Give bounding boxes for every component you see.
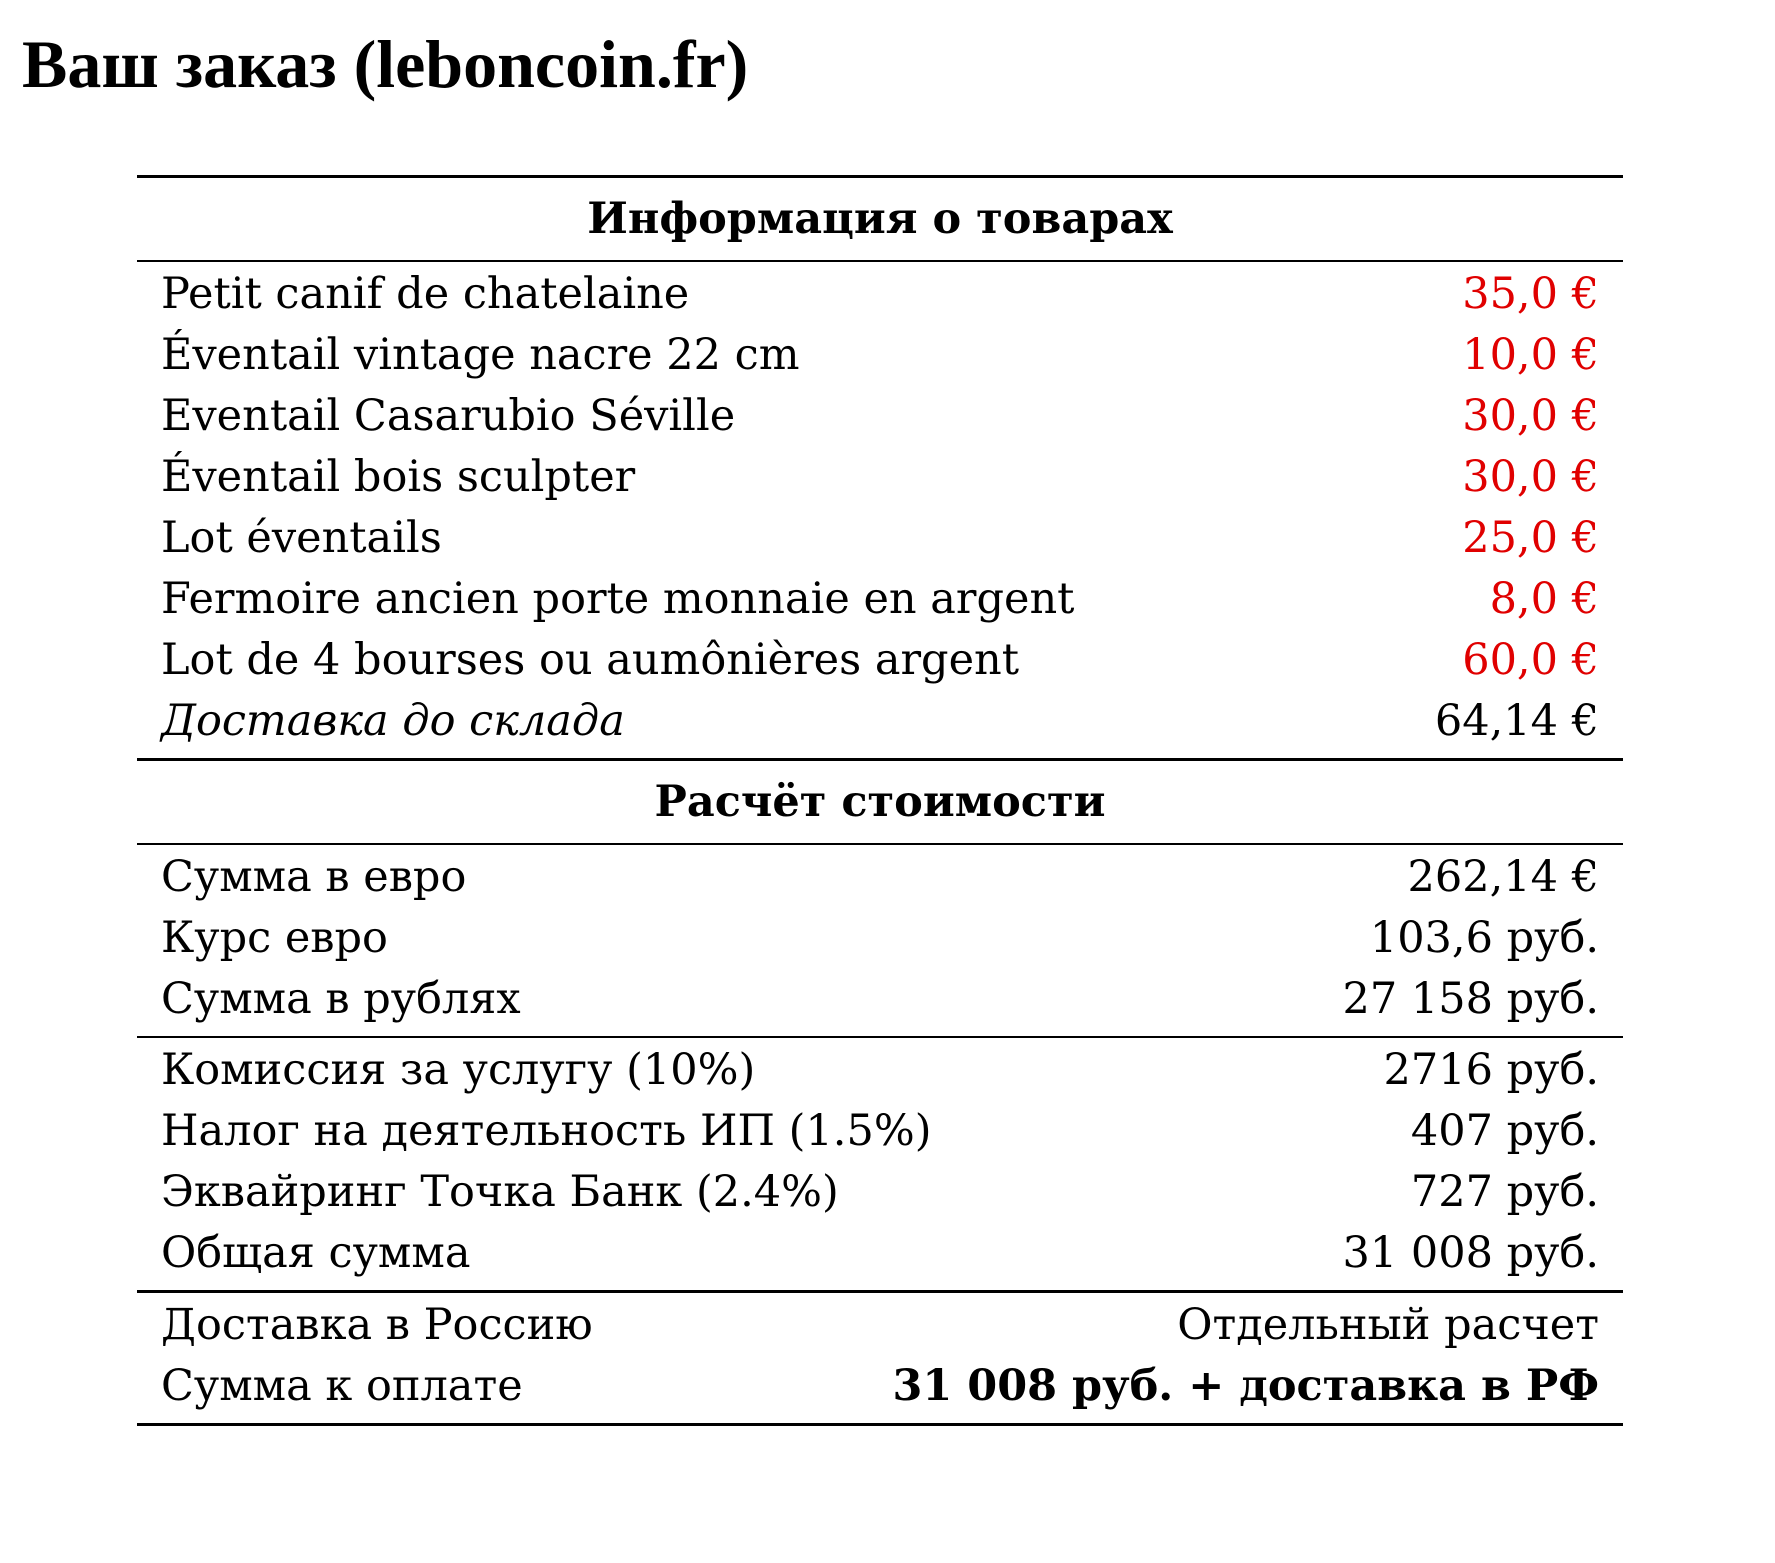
final-block [137, 1293, 1623, 1423]
item-name: Eventail Casarubio Séville [161, 391, 736, 441]
tax-label: Налог на деятельность ИП (1.5%) [161, 1106, 932, 1156]
sum-eur-row [137, 847, 1623, 908]
list-item [137, 386, 1623, 447]
items-section-header: Информация о товарах [587, 194, 1173, 244]
item-name: Éventail vintage nacre 22 cm [161, 330, 800, 380]
item-price: 8,0 € [1489, 574, 1599, 624]
item-price: 30,0 € [1462, 391, 1599, 441]
calc-section-header: Расчёт стоимости [654, 777, 1106, 827]
list-item [137, 630, 1623, 691]
item-name: Petit canif de chatelaine [161, 269, 690, 319]
to-pay-row [137, 1356, 1623, 1417]
to-pay-value: 31 008 руб. + доставка в РФ [892, 1361, 1599, 1411]
commission-value: 2716 руб. [1383, 1045, 1599, 1095]
order-table [137, 175, 1623, 1426]
list-item [137, 325, 1623, 386]
item-name: Lot de 4 bourses ou aumônières argent [161, 635, 1019, 685]
item-price: 10,0 € [1462, 330, 1599, 380]
total-label: Общая сумма [161, 1228, 471, 1278]
warehouse-delivery-row [137, 691, 1623, 752]
acquiring-value: 727 руб. [1410, 1167, 1599, 1217]
acquiring-label: Эквайринг Точка Банк (2.4%) [161, 1167, 839, 1217]
list-item [137, 569, 1623, 630]
item-name: Fermoire ancien porte monnaie en argent [161, 574, 1075, 624]
sum-rub-label: Сумма в рублях [161, 974, 521, 1024]
list-item [137, 447, 1623, 508]
table-bottom-rule [137, 1423, 1623, 1426]
items-list [137, 262, 1623, 758]
russia-delivery-row [137, 1295, 1623, 1356]
commission-label: Комиссия за услугу (10%) [161, 1045, 756, 1095]
sum-eur-label: Сумма в евро [161, 852, 467, 902]
tax-value: 407 руб. [1410, 1106, 1599, 1156]
total-row [137, 1223, 1623, 1284]
rate-row [137, 908, 1623, 969]
calc-fees-block [137, 1038, 1623, 1290]
item-name: Lot éventails [161, 513, 442, 563]
commission-row [137, 1040, 1623, 1101]
list-item [137, 264, 1623, 325]
item-price: 30,0 € [1462, 452, 1599, 502]
total-value: 31 008 руб. [1342, 1228, 1599, 1278]
sum-eur-value: 262,14 € [1407, 852, 1599, 902]
item-price: 60,0 € [1462, 635, 1599, 685]
tax-row [137, 1101, 1623, 1162]
item-price: 25,0 € [1462, 513, 1599, 563]
page-title: Ваш заказ (leboncoin.fr) [22, 26, 749, 102]
item-price: 35,0 € [1462, 269, 1599, 319]
russia-delivery-label: Доставка в Россию [161, 1300, 593, 1350]
sum-rub-value: 27 158 руб. [1342, 974, 1599, 1024]
list-item [137, 508, 1623, 569]
rate-label: Курс евро [161, 913, 388, 963]
warehouse-delivery-value: 64,14 € [1434, 696, 1599, 746]
rate-value: 103,6 руб. [1369, 913, 1599, 963]
to-pay-label: Сумма к оплате [161, 1361, 523, 1411]
sum-rub-row [137, 969, 1623, 1030]
item-name: Éventail bois sculpter [161, 452, 636, 502]
acquiring-row [137, 1162, 1623, 1223]
calc-eur-block [137, 845, 1623, 1036]
russia-delivery-value: Отдельный расчет [1177, 1300, 1599, 1350]
warehouse-delivery-label: Доставка до склада [161, 696, 625, 746]
